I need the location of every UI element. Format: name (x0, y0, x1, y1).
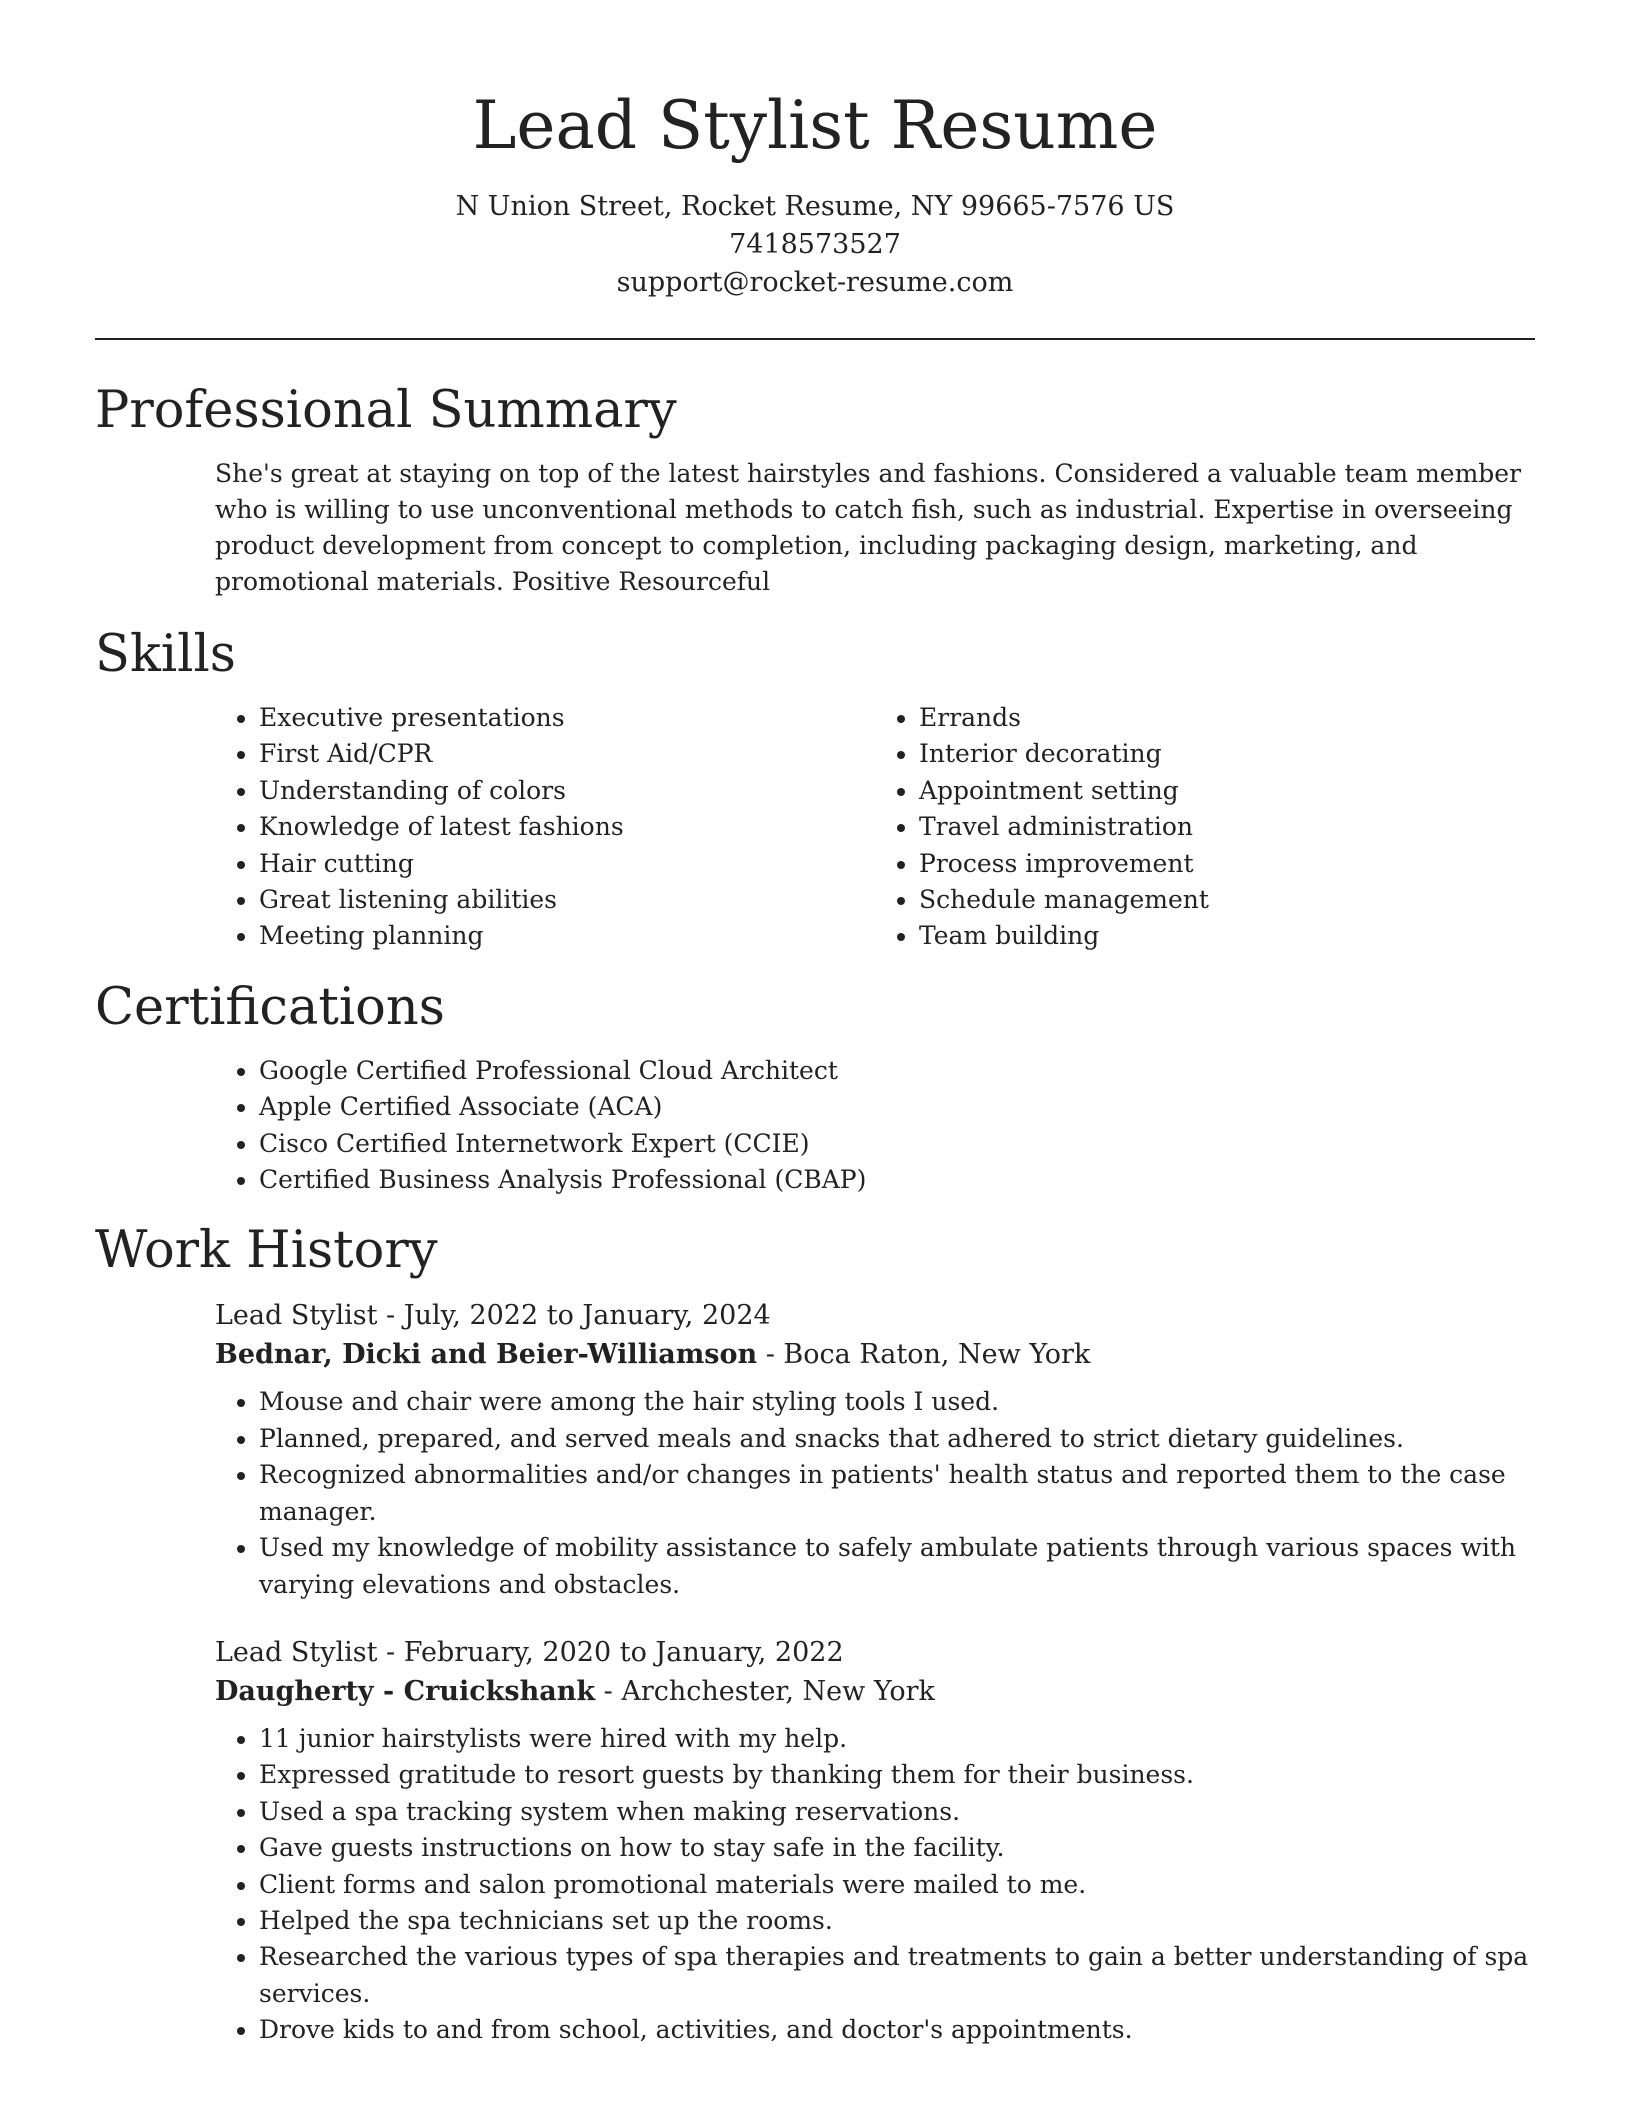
resume-header (95, 0, 1535, 302)
list-item: • Travel administration (919, 809, 1535, 845)
list-item: • Team building (919, 918, 1535, 954)
list-item: • Recognized abnormalities and/or changes in patients' health status and reported them to the case manager. (259, 1457, 1579, 1530)
list-item: • Hair cutting (259, 846, 875, 882)
skills-section (95, 624, 1535, 955)
job-location: Boca Raton, New York (783, 1339, 1091, 1371)
list-item: • Helped the spa technicians set up the rooms. (259, 1903, 1579, 1939)
contact-address: N Union Street, Rocket Resume, NY 99665-7576 US (455, 191, 1175, 222)
list-item: • Schedule management (919, 882, 1535, 918)
list-item: • Great listening abilities (259, 882, 875, 918)
list-item: • Drove kids to and from school, activities, and doctor's appointments. (259, 2012, 1579, 2048)
list-item: • Executive presentations (259, 700, 875, 736)
header-divider (95, 338, 1535, 340)
job-company-line (215, 1672, 1535, 1711)
list-item: • Client forms and salon promotional materials were mailed to me. (259, 1867, 1579, 1903)
list-item: • Used a spa tracking system when making reservations. (259, 1794, 1579, 1830)
list-item: • Gave guests instructions on how to stay safe in the facility. (259, 1830, 1579, 1866)
list-item: • Apple Certified Associate (ACA) (259, 1089, 1535, 1125)
list-item: • Researched the various types of spa therapies and treatments to gain a better understanding of spa services. (259, 1939, 1579, 2012)
list-item: • Expressed gratitude to resort guests by thanking them for their business. (259, 1757, 1579, 1793)
job-entry (215, 1296, 1535, 1602)
job-company: Daugherty - Cruickshank (215, 1675, 596, 1707)
certifications-section (95, 977, 1535, 1199)
certifications-list (215, 1053, 1535, 1199)
work-history-heading: Work History (95, 1221, 438, 1281)
skills-columns (215, 700, 1535, 955)
list-item: • Google Certified Professional Cloud Architect (259, 1053, 1535, 1089)
contact-email: support@rocket-resume.com (616, 267, 1014, 298)
job-title: Lead Stylist (215, 1636, 378, 1668)
list-item: • Process improvement (919, 846, 1535, 882)
job-separator: - (765, 1339, 784, 1371)
resume-title: Lead Stylist Resume (472, 87, 1158, 164)
summary-section (95, 380, 1535, 600)
skills-list-right (875, 700, 1535, 955)
job-company-line (215, 1335, 1535, 1374)
summary-text: She's great at staying on top of the latest hairstyles and fashions. Considered a valuable team member who is willing to use unconventional methods to catch fish, such as industrial. Expertise in overseeing product development from concept to completion, including packaging design, marketing, and promotional materials. Positive Resourceful (215, 459, 1522, 596)
job-entry (215, 1633, 1535, 2049)
job-title: Lead Stylist (215, 1300, 378, 1332)
job-separator: - (603, 1675, 622, 1707)
skills-list-left (215, 700, 875, 955)
summary-heading: Professional Summary (95, 381, 677, 440)
list-item: • Understanding of colors (259, 773, 875, 809)
job-bullets (215, 1721, 1579, 2049)
list-item: • First Aid/CPR (259, 736, 875, 772)
job-separator: - (386, 1300, 404, 1332)
list-item: • Meeting planning (259, 918, 875, 954)
resume-page (95, 0, 1535, 2079)
job-title-line (215, 1633, 1535, 1672)
job-company: Bednar, Dicki and Beier-Williamson (215, 1339, 758, 1371)
work-history-section (95, 1220, 1535, 2048)
job-dates: February, 2020 to January, 2022 (403, 1636, 844, 1668)
list-item: • Cisco Certified Internetwork Expert (CCIE) (259, 1126, 1535, 1162)
job-separator: - (386, 1636, 404, 1668)
skills-heading: Skills (95, 625, 236, 684)
contact-phone: 7418573527 (729, 229, 901, 260)
list-item: • Mouse and chair were among the hair styling tools I used. (259, 1384, 1579, 1420)
job-bullets (215, 1384, 1579, 1602)
certifications-heading: Certifications (95, 977, 445, 1037)
job-location: Archchester, New York (621, 1675, 935, 1707)
list-item: • Knowledge of latest fashions (259, 809, 875, 845)
list-item: • Errands (919, 700, 1535, 736)
list-item: • 11 junior hairstylists were hired with my help. (259, 1721, 1579, 1757)
list-item: • Certified Business Analysis Professional (CBAP) (259, 1162, 1535, 1198)
job-title-line (215, 1296, 1535, 1335)
list-item: • Appointment setting (919, 773, 1535, 809)
job-dates: July, 2022 to January, 2024 (403, 1300, 771, 1332)
list-item: • Interior decorating (919, 736, 1535, 772)
list-item: • Used my knowledge of mobility assistance to safely ambulate patients through various spaces with varying elevations and obstacles. (259, 1530, 1579, 1603)
list-item: • Planned, prepared, and served meals and snacks that adhered to strict dietary guidelines. (259, 1421, 1579, 1457)
